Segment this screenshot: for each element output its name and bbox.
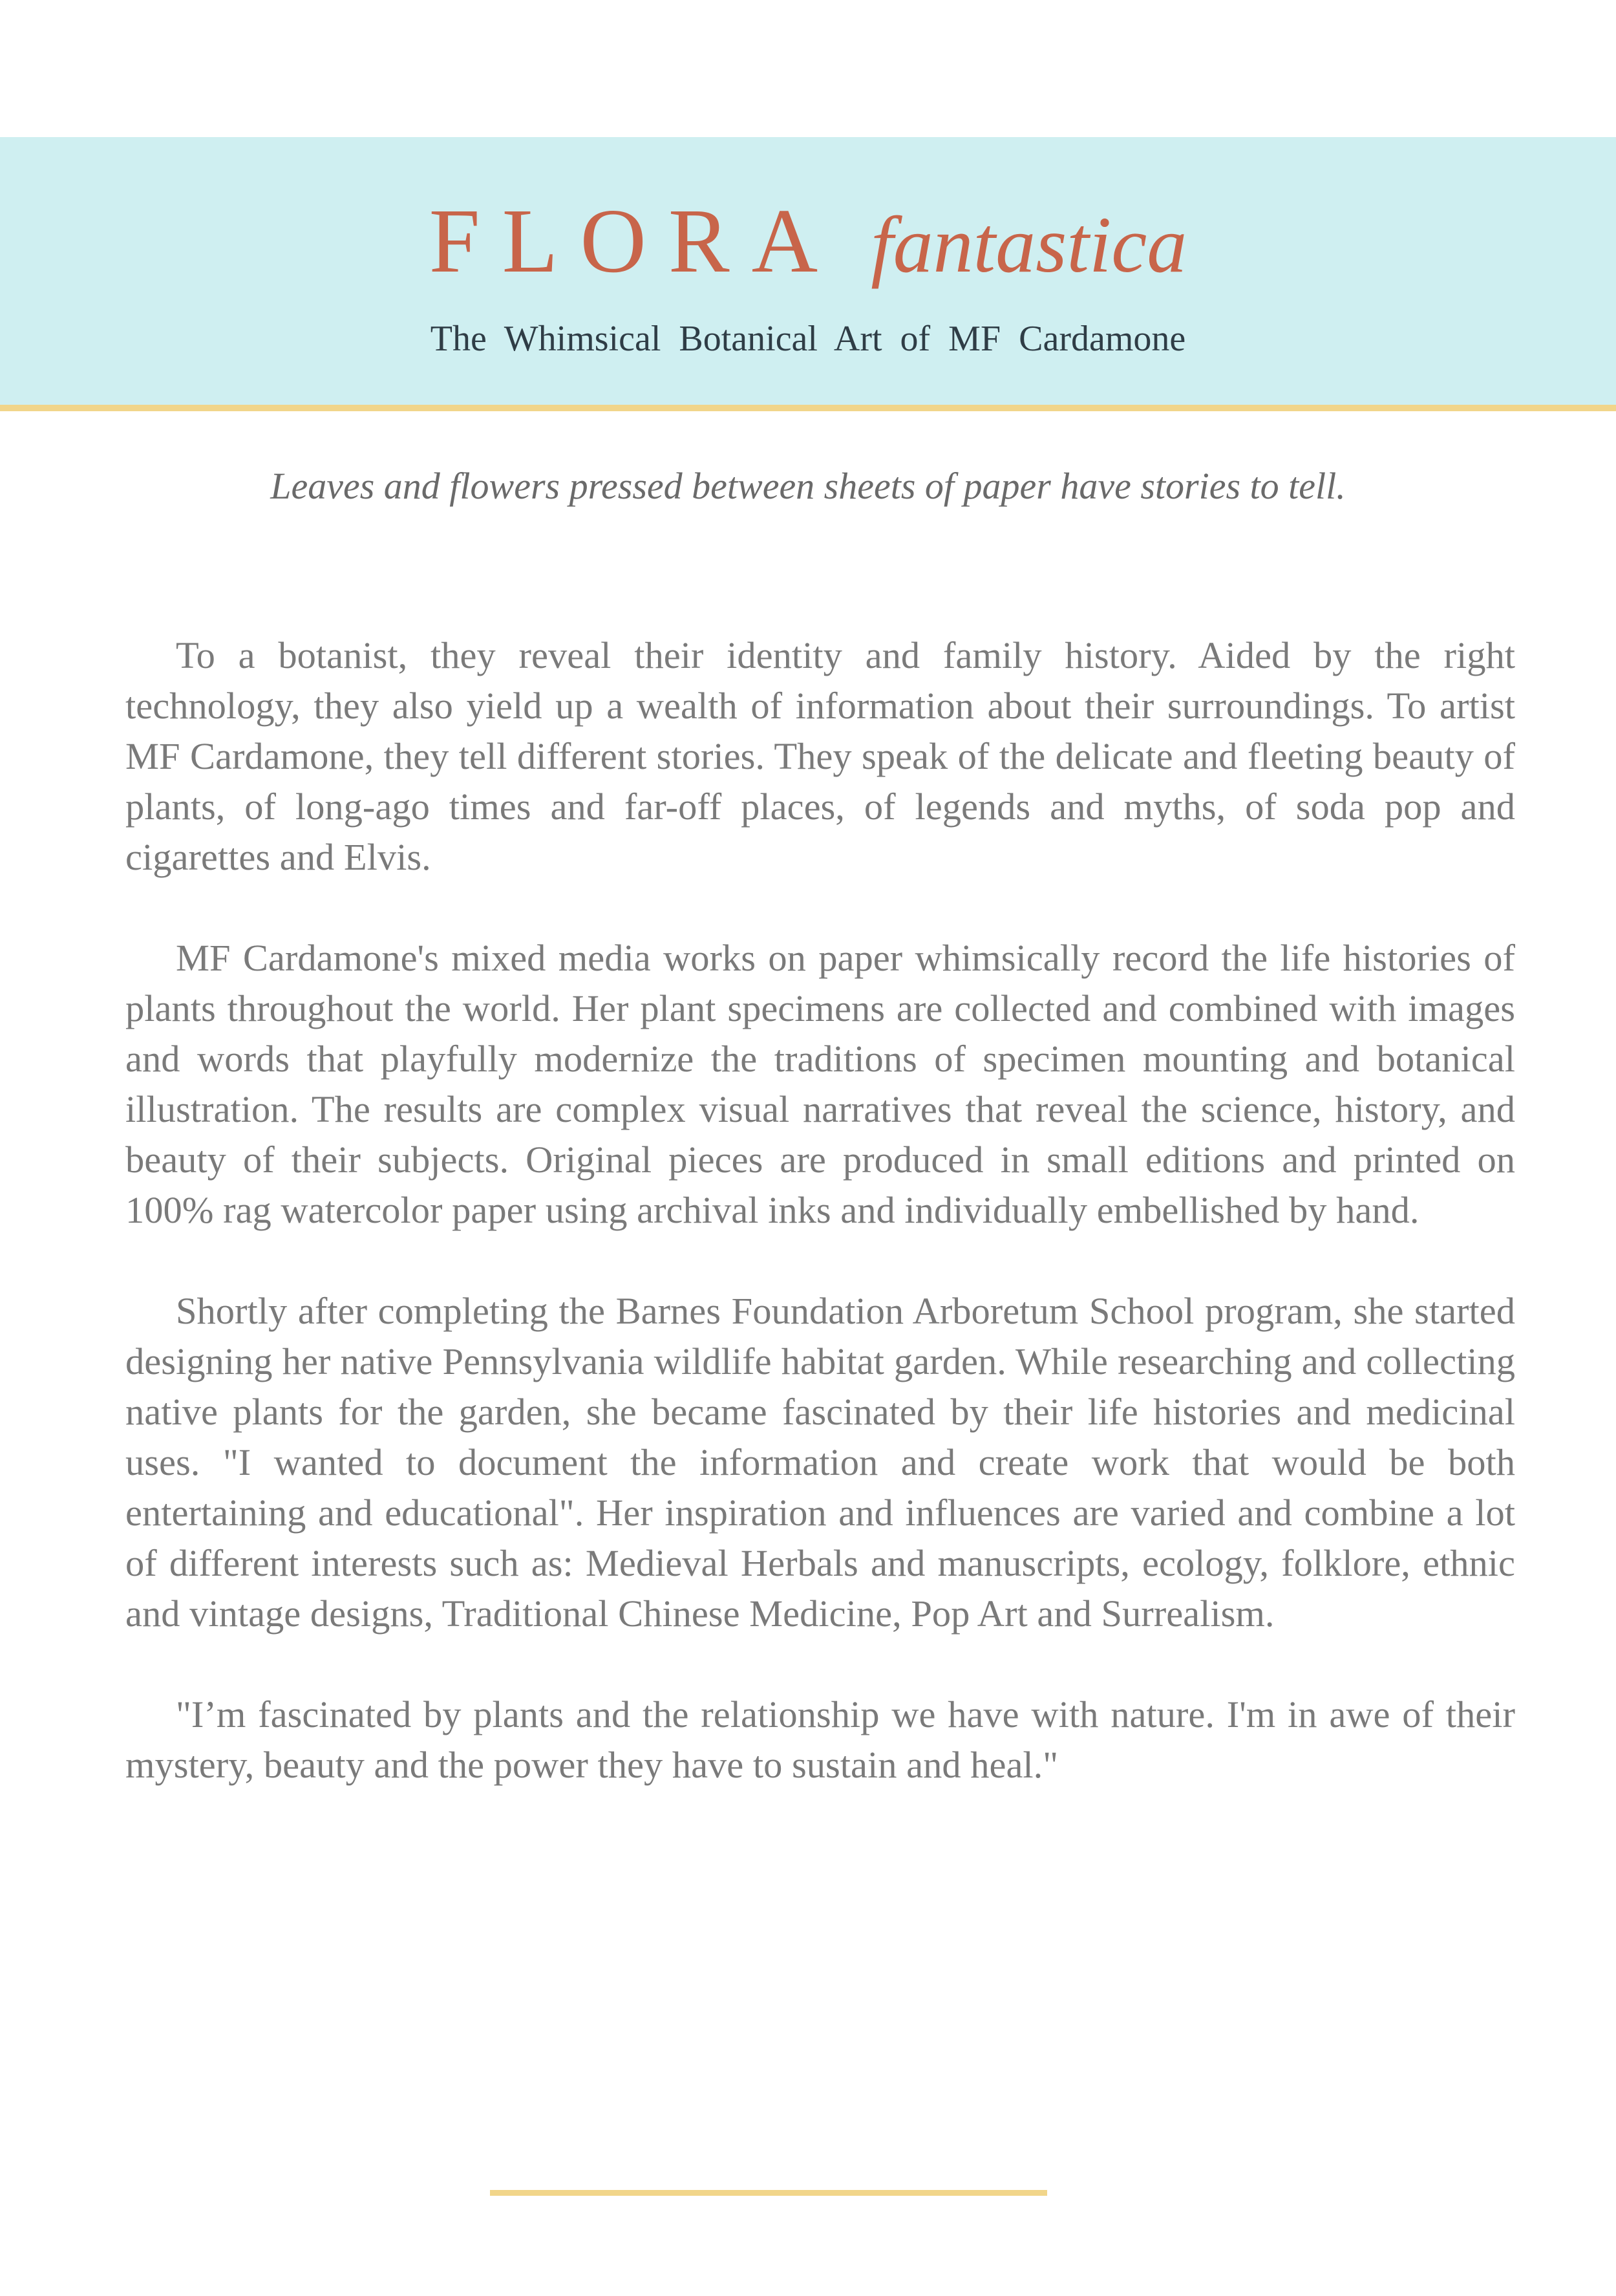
header-banner [0,137,1616,411]
title-main: FLORA [429,189,840,292]
body-text [125,630,1515,1841]
page-subtitle: The Whimsical Botanical Art of MF Cardamone [430,319,1186,359]
tagline: Leaves and flowers pressed between sheets of paper have stories to tell. [270,465,1346,507]
body-paragraph: MF Cardamone's mixed media works on paper whimsically record the life histories of plants throughout the world. Her plant specimens are collected and combined with images and words that playfully modernize the traditions of specimen mounting and botanical illustration. The results are complex visual narratives that reveal the science, history, and beauty of their subjects. Original pieces are produced in small editions and printed on 100% rag watercolor paper using archival inks and individually embellished by hand. [125,937,1515,1231]
title-script: fantastica [871,200,1187,289]
body-paragraph: Shortly after completing the Barnes Foundation Arboretum School program, she started designing her native Pennsylvania wildlife habitat garden. While researching and collecting native plants for the garden, she became fascinated by their life histories and medicinal uses. "I wanted to document the information and create work that would be both entertaining and educational". Her inspiration and influences are varied and combine a lot of different interests such as: Medieval Herbals and manuscripts, ecology, folklore, ethnic and vintage designs, Traditional Chinese Medicine, Pop Art and Surrealism. [125,1290,1515,1635]
page-title [0,188,1616,294]
body-paragraph: "I’m fascinated by plants and the relationship we have with nature. I'm in awe of their mystery, beauty and the power they have to sustain and heal." [125,1693,1515,1786]
body-paragraph: To a botanist, they reveal their identity and family history. Aided by the right technology, they also yield up a wealth of information about their surroundings. To artist MF Cardamone, they tell different stories. They speak of the delicate and fleeting beauty of plants, of long-ago times and far-off places, of legends and myths, of soda pop and cigarettes and Elvis. [125,634,1515,878]
bottom-divider [490,2190,1047,2196]
